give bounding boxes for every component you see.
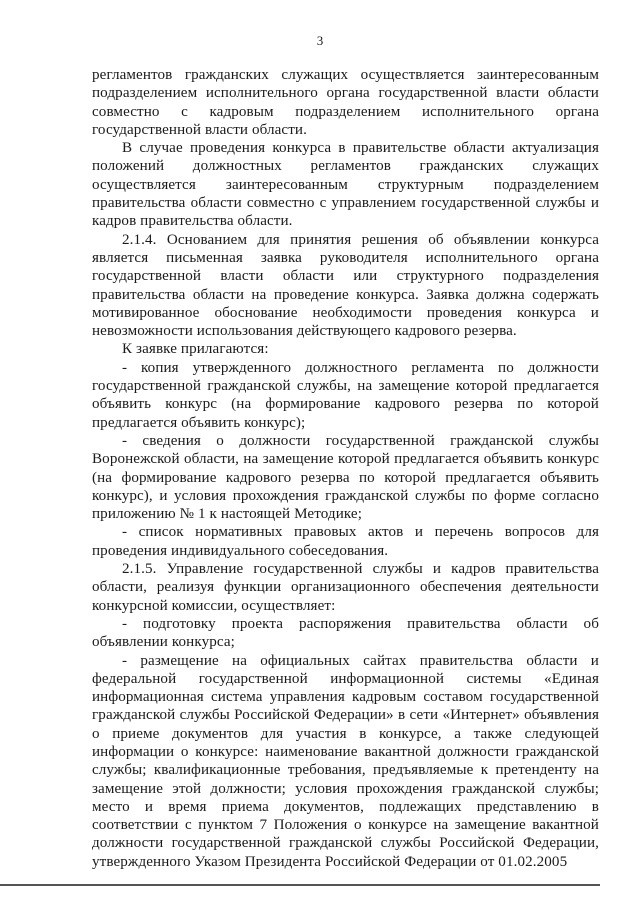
paragraph-8: 2.1.5. Управление государственной службы и кадров правительства области, реализуя функции организационного обеспечения деятельности конкурсной комиссии, осуществляет: xyxy=(92,561,599,614)
scan-edge-line xyxy=(0,884,600,886)
page-number: 3 xyxy=(316,33,324,48)
paragraph-5: - копия утвержденного должностного регламента по должности государственной гражданской службы, на замещение которой предлагается объявить конкурс (на формирование кадрового резерва по которой предлагается объявить конкурс); xyxy=(92,359,599,431)
paragraph-10: - размещение на официальных сайтах правительства области и федеральной государственной информационной системы «Единая информационная система управления кадровым составом государственной гражданской службы Российской Федерации» в сети «Интернет» объявления о приеме документов для участия в конкурсе, а также следующей информации о конкурсе: наименование вакантной должности гражданской службы; квалификационные требования, предъявляемые к претенденту на замещение этой должности; условия прохождения гражданской службы; место и время приема документов, подлежащих представлению в соответствии с пунктом 7 Положения о конкурсе на замещение вакантной должности государственной гражданской службы Российской Федерации, утвержденного Указом Президента Российской Федерации от 01.02.2005 xyxy=(92,652,599,870)
document-body xyxy=(92,66,599,871)
paragraph-6: - сведения о должности государственной гражданской службы Воронежской области, на замещение которой предлагается объявить конкурс (на формирование кадрового резерва по которой предлагается объявить конкурс), и условия прохождения гражданской службы по форме согласно приложению № 1 к настоящей Методике; xyxy=(92,432,599,523)
paragraph-3: 2.1.4. Основанием для принятия решения об объявлении конкурса является письменная заявка руководителя исполнительного органа государственной власти области или структурного подразделения правительства области на проведение конкурса. Заявка должна содержать мотивированное обоснование необходимости проведения конкурса и невозможности использования действующего кадрового резерва. xyxy=(92,231,599,340)
paragraph-1: регламентов гражданских служащих осуществляется заинтересованным подразделением исполнительного органа государственной власти области совместно с кадровым подразделением исполнительного органа государственной власти области. xyxy=(92,67,599,138)
paragraph-7: - список нормативных правовых актов и перечень вопросов для проведения индивидуального собеседования. xyxy=(92,524,599,559)
paragraph-9: - подготовку проекта распоряжения правительства области об объявлении конкурса; xyxy=(92,615,599,651)
paragraph-2: В случае проведения конкурса в правительстве области актуализация положений должностных регламентов гражданских служащих осуществляется заинтересованным структурным подразделением правительства области совместно с управлением государственной службы и кадров правительства области. xyxy=(92,140,599,230)
paragraph-4: К заявке прилагаются: xyxy=(122,341,269,358)
